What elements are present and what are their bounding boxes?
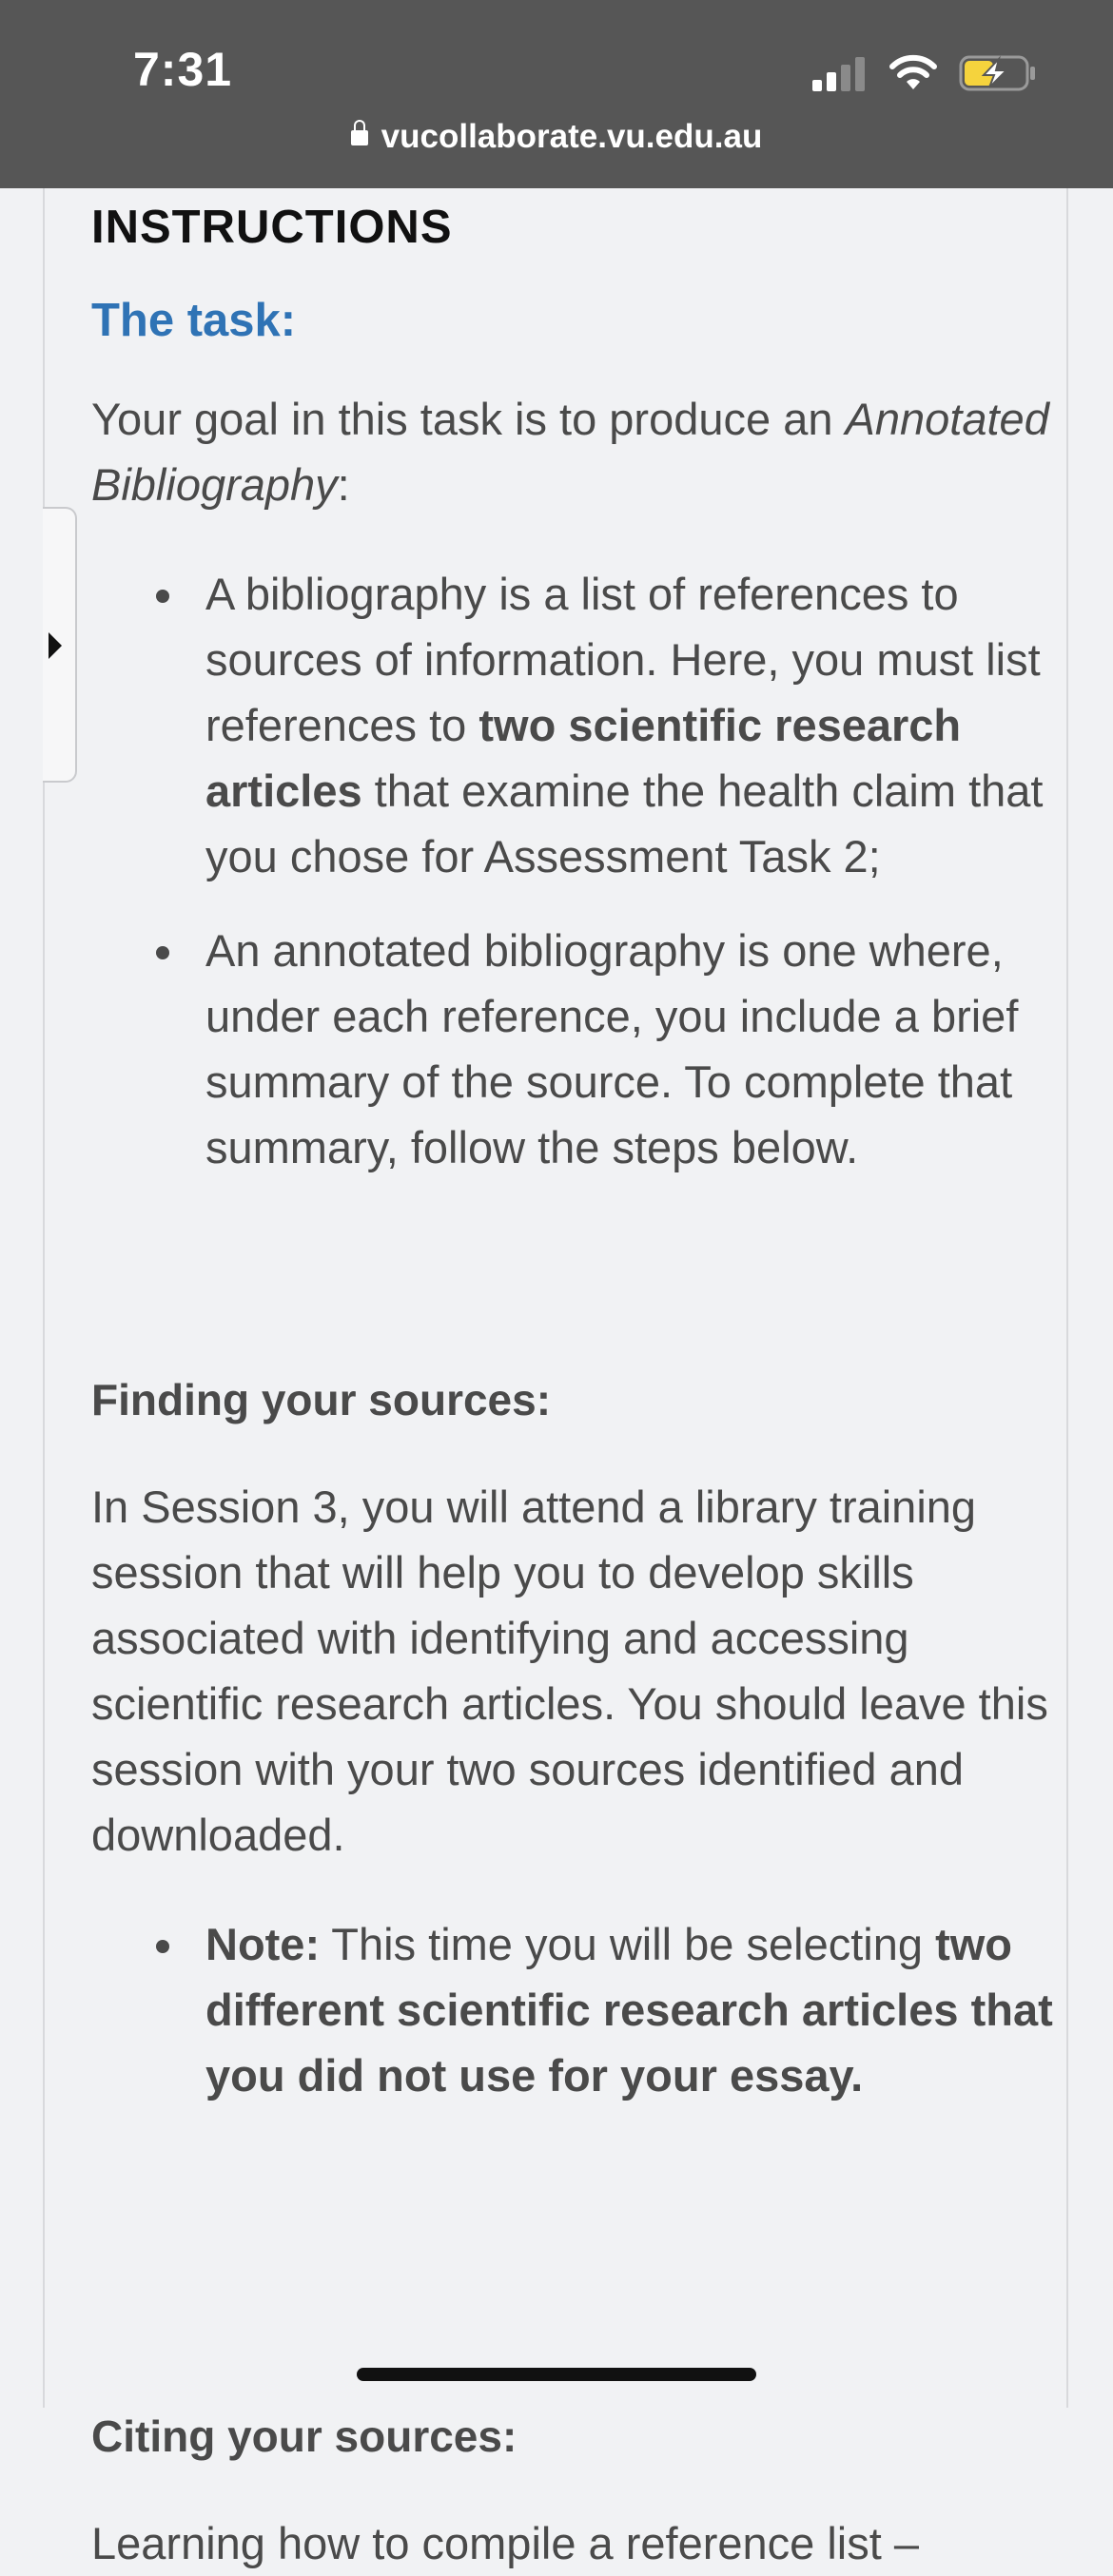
intro-emphasis: Annotated Bibliography	[91, 394, 1049, 510]
sidebar-toggle-button[interactable]	[43, 507, 77, 783]
note-list	[91, 1911, 1062, 2137]
note-label: Note:	[205, 1919, 321, 1969]
list-item	[91, 1911, 1062, 2108]
intro-suffix: :	[337, 459, 350, 510]
wifi-icon	[888, 53, 939, 91]
list-item	[91, 561, 1062, 889]
battery-charging-icon	[959, 55, 1037, 91]
task-heading: The task:	[91, 295, 297, 346]
page-title: INSTRUCTIONS	[91, 202, 453, 253]
chevron-right-icon	[49, 632, 62, 659]
lock-icon	[351, 130, 368, 145]
list-item	[91, 918, 1062, 1180]
note-text: This time you will be selecting	[320, 1919, 936, 1969]
status-time: 7:31	[133, 43, 233, 96]
signal-icon	[812, 57, 866, 91]
bullet-text: A bibliography is a list of references to sources of information. Here, you must list references to	[205, 569, 1041, 750]
citing-sources-heading: Citing your sources:	[91, 2411, 517, 2461]
url-bar[interactable]	[0, 118, 1113, 156]
task-bullet-list	[91, 561, 1062, 1209]
citing-sources-paragraph: Learning how to compile a reference list –	[91, 2518, 919, 2568]
intro-paragraph	[91, 386, 1052, 517]
status-bar	[0, 0, 1113, 188]
url-text: vucollaborate.vu.edu.au	[381, 118, 763, 155]
bullet-text: that examine the health claim that you chose for Assessment Task 2;	[205, 765, 1044, 881]
home-indicator[interactable]	[357, 2368, 756, 2381]
bullet-bold-text: two scientific research articles	[205, 700, 962, 816]
bullet-text: An annotated bibliography is one where, under each reference, you include a brief summary of the source. To complete that summary, follow the steps below.	[205, 925, 1019, 1172]
finding-sources-paragraph: In Session 3, you will attend a library training session that will help you to develop skills associated with identifying and accessing scientific research articles. You should leave this session with your two sources identified and downloaded.	[91, 1482, 1048, 1860]
intro-text: Your goal in this task is to produce an	[91, 394, 846, 444]
note-bold-text: two different scientific research articles that you did not use for your essay.	[205, 1919, 1053, 2101]
content-card	[43, 188, 1068, 2568]
finding-sources-heading: Finding your sources:	[91, 1375, 552, 1424]
